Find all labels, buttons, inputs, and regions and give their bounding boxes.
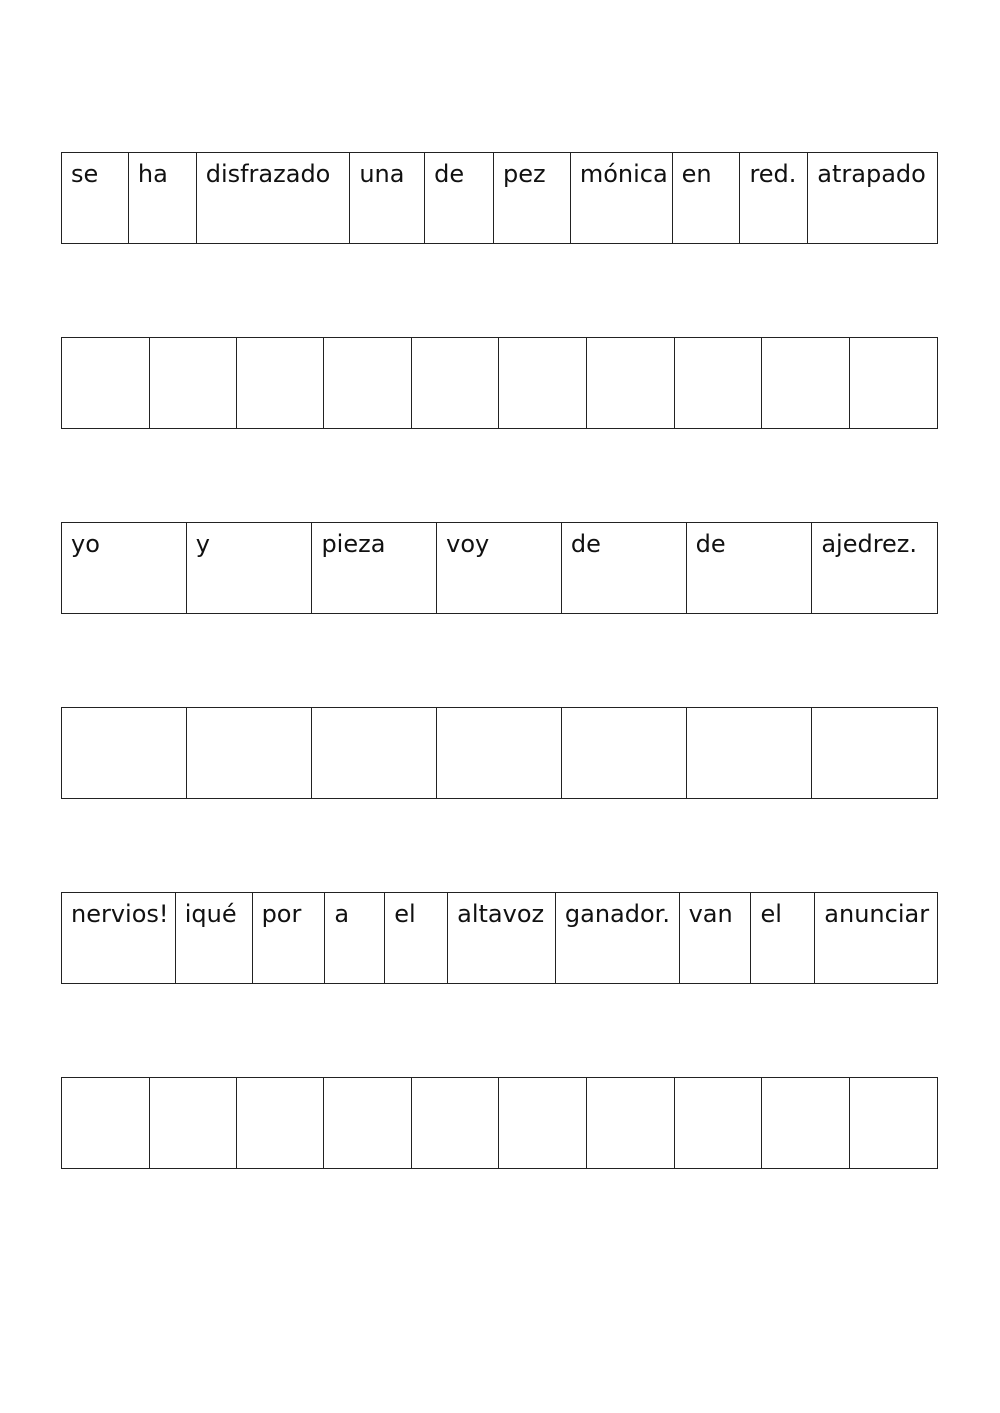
word-cell[interactable]: anunciar [824,900,930,928]
answer-box[interactable] [237,338,325,428]
answer-box[interactable] [237,1078,325,1168]
answer-box[interactable] [850,1078,937,1168]
word-row-2 [61,522,938,614]
word-cell[interactable]: se [62,153,129,243]
answer-box[interactable] [687,708,813,798]
answer-box[interactable] [437,708,562,798]
word-cell[interactable]: nervios! [62,893,176,983]
answer-row-1 [61,337,938,429]
word-cell[interactable]: pez [494,153,571,243]
word-cell[interactable]: el [751,893,815,983]
answer-box[interactable] [324,1078,412,1168]
word-cell[interactable]: ha [129,153,197,243]
word-cell[interactable]: el [385,893,448,983]
answer-box[interactable] [675,1078,763,1168]
word-cell[interactable]: yo [62,523,187,613]
word-cell[interactable]: disfrazado [197,153,351,243]
word-cell[interactable]: iqué [176,893,253,983]
answer-box[interactable] [150,1078,237,1168]
word-cell[interactable]: ganador. [556,893,680,983]
answer-box[interactable] [150,338,237,428]
word-row-3 [61,892,938,984]
answer-box[interactable] [499,1078,587,1168]
word-cell[interactable]: y [187,523,313,613]
word-cell[interactable]: ajedrez. [821,530,918,558]
answer-box[interactable] [812,708,937,798]
answer-box[interactable] [412,338,499,428]
answer-box[interactable] [499,338,587,428]
answer-box[interactable] [187,708,313,798]
answer-box[interactable] [312,708,437,798]
answer-row-3 [61,1077,938,1169]
word-row-1 [61,152,938,244]
word-cell[interactable]: en [673,153,741,243]
word-cell[interactable]: una [350,153,425,243]
answer-box[interactable] [762,338,850,428]
word-cell[interactable]: de [687,523,813,613]
word-cell[interactable]: mónica [571,153,673,243]
word-cell[interactable]: a [325,893,385,983]
answer-box[interactable] [587,338,675,428]
answer-box[interactable] [62,708,187,798]
word-cell[interactable]: voy [437,523,562,613]
word-cell[interactable]: van [680,893,752,983]
answer-box[interactable] [412,1078,499,1168]
word-cell[interactable]: por [253,893,326,983]
answer-box[interactable] [562,708,687,798]
answer-box[interactable] [62,338,150,428]
word-cell[interactable]: altavoz [448,893,556,983]
answer-box[interactable] [762,1078,850,1168]
word-cell[interactable]: red. [740,153,808,243]
answer-box[interactable] [850,338,937,428]
word-cell[interactable]: de [562,523,687,613]
answer-box[interactable] [675,338,763,428]
answer-box[interactable] [62,1078,150,1168]
word-cell[interactable]: de [425,153,494,243]
answer-box[interactable] [324,338,412,428]
word-cell[interactable]: atrapado [817,160,926,188]
word-cell[interactable]: pieza [312,523,437,613]
answer-box[interactable] [587,1078,675,1168]
answer-row-2 [61,707,938,799]
